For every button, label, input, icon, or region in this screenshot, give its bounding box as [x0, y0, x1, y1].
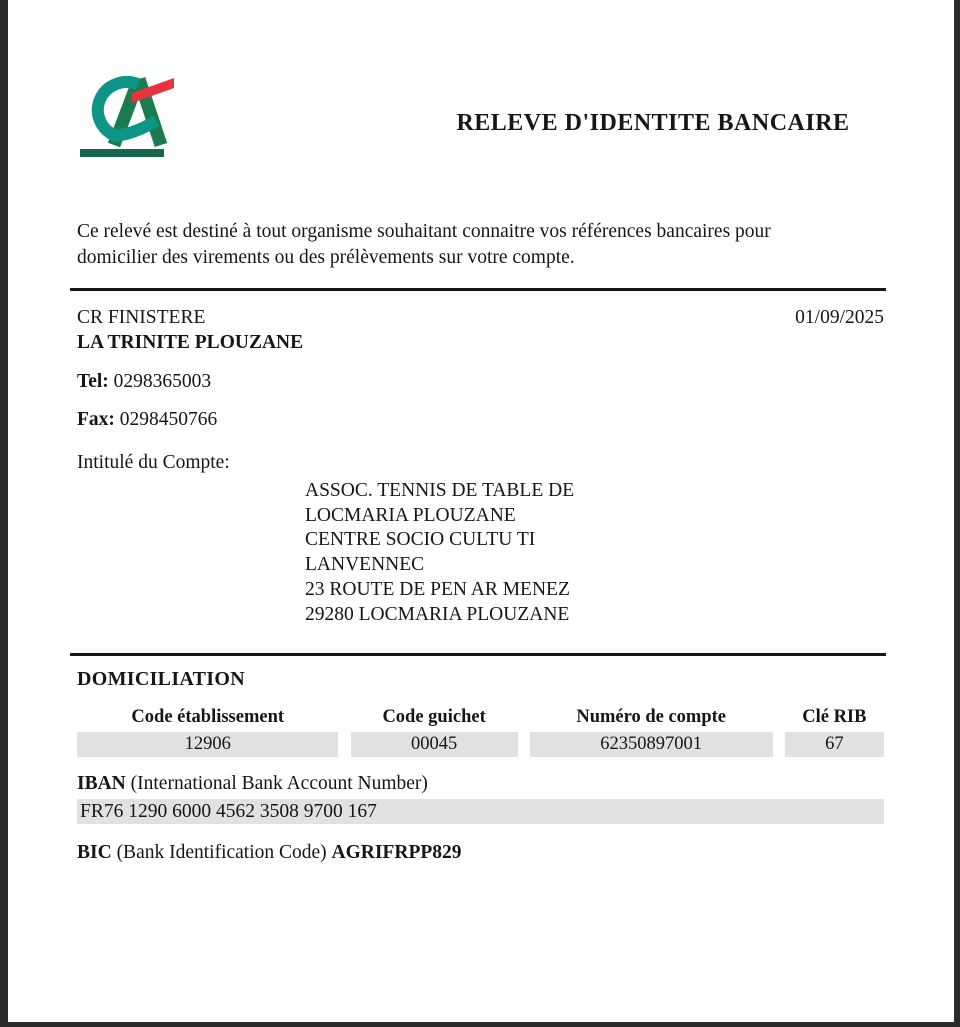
rib-table-header — [77, 707, 884, 728]
logo-base-bar — [80, 149, 164, 157]
separator-rule-domiciliation — [70, 653, 886, 656]
rib-value-code-etablissement: 12906 — [77, 732, 338, 757]
document-date: 01/09/2025 — [795, 307, 884, 328]
holder-line: LANVENNEC — [305, 554, 425, 576]
fax-label: Fax: — [77, 409, 115, 430]
holder-line: CENTRE SOCIO CULTU TI — [305, 529, 536, 551]
account-holder-block — [305, 479, 574, 627]
bank-tel-line — [77, 371, 211, 393]
bank-row — [77, 307, 884, 329]
bic-label: BIC — [77, 842, 112, 863]
domiciliation-heading: DOMICILIATION — [77, 668, 245, 690]
credit-agricole-logo — [78, 71, 174, 159]
holder-line: 29280 LOCMARIA PLOUZANE — [305, 603, 570, 625]
iban-label-expansion: (International Bank Account Number) — [125, 773, 428, 794]
rib-header-numero-compte: Numéro de compte — [576, 707, 727, 727]
separator-rule-top — [70, 288, 886, 291]
bic-line — [77, 842, 462, 864]
bank-fax-line — [77, 409, 217, 431]
account-title-label: Intitulé du Compte: — [77, 452, 230, 473]
viewer-edge-left — [0, 0, 8, 1027]
intro-paragraph — [77, 219, 877, 271]
iban-label-line — [77, 773, 428, 795]
holder-line: LOCMARIA PLOUZANE — [305, 504, 516, 526]
rib-value-numero-compte: 62350897001 — [530, 732, 773, 757]
intro-line-1: Ce relevé est destiné à tout organisme souhaitant connaitre vos références bancaires pour — [77, 221, 771, 242]
viewer-edge-right — [954, 0, 960, 1027]
bic-label-expansion: (Bank Identification Code) — [111, 842, 332, 863]
bank-name: CR FINISTERE — [77, 307, 206, 328]
document-title: RELEVE D'IDENTITE BANCAIRE — [456, 110, 850, 136]
iban-label: IBAN — [77, 773, 126, 794]
rib-header-code-etablissement: Code établissement — [131, 707, 285, 727]
rib-value-cle-rib: 67 — [785, 732, 884, 757]
bank-branch: LA TRINITE PLOUZANE — [77, 332, 304, 353]
rib-header-code-guichet: Code guichet — [382, 707, 486, 727]
bic-value: AGRIFRPP829 — [331, 842, 462, 863]
viewer-edge-bottom — [0, 1022, 960, 1027]
fax-value: 0298450766 — [114, 409, 218, 430]
rib-table-values — [77, 732, 884, 757]
holder-line: ASSOC. TENNIS DE TABLE DE — [305, 480, 575, 501]
tel-label: Tel: — [77, 371, 109, 392]
rib-value-code-guichet: 00045 — [351, 732, 518, 757]
intro-line-2: domicilier des virements ou des prélèvements sur votre compte. — [77, 247, 575, 268]
iban-value: FR76 1290 6000 4562 3508 9700 167 — [77, 799, 884, 824]
rib-header-cle-rib: Clé RIB — [802, 707, 867, 727]
holder-line: 23 ROUTE DE PEN AR MENEZ — [305, 578, 570, 600]
tel-value: 0298365003 — [108, 371, 212, 392]
